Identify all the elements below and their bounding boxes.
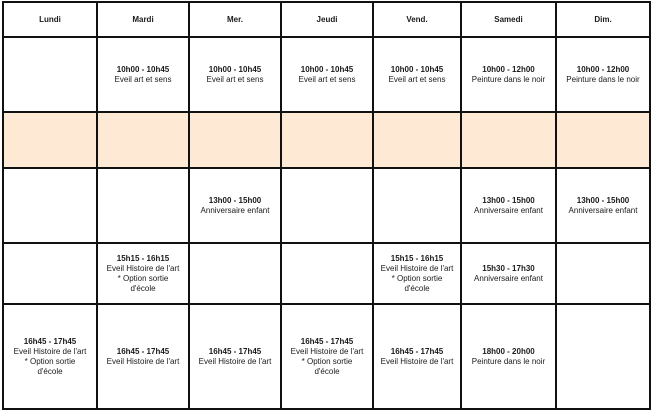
day-header-wednesday: Mer. xyxy=(189,2,281,37)
schedule-slot xyxy=(373,243,461,304)
schedule-slot xyxy=(97,37,189,112)
slot-activity: Anniversaire enfant xyxy=(474,274,543,283)
slot-time: 15h15 - 16h15 xyxy=(116,254,170,263)
empty-slot xyxy=(556,243,650,304)
slot-time: 10h00 - 10h45 xyxy=(208,65,262,74)
slot-note: d'école xyxy=(404,284,430,293)
empty-slot xyxy=(3,243,97,304)
day-header-sunday: Dim. xyxy=(556,2,650,37)
schedule-slot xyxy=(461,168,556,243)
schedule-row-break xyxy=(3,112,650,168)
slot-note: d'école xyxy=(314,367,340,376)
day-header-tuesday: Mardi xyxy=(97,2,189,37)
slot-time: 16h45 - 17h45 xyxy=(116,347,170,356)
empty-slot xyxy=(281,243,373,304)
slot-activity: Eveil Histoire de l'art xyxy=(380,357,454,366)
slot-activity: Eveil Histoire de l'art xyxy=(106,264,180,273)
slot-activity: Peinture dans le noir xyxy=(471,357,546,366)
slot-note: * Option sortie xyxy=(301,357,353,366)
slot-activity: Eveil art et sens xyxy=(388,75,446,84)
schedule-slot xyxy=(373,37,461,112)
schedule-slot xyxy=(556,37,650,112)
slot-note: * Option sortie xyxy=(24,357,76,366)
slot-note: d'école xyxy=(37,367,63,376)
slot-activity: Eveil Histoire de l'art xyxy=(290,347,364,356)
day-header-friday: Vend. xyxy=(373,2,461,37)
slot-time: 18h00 - 20h00 xyxy=(482,347,535,356)
slot-activity: Eveil Histoire de l'art xyxy=(380,264,454,273)
slot-time: 10h00 - 10h45 xyxy=(116,65,170,74)
slot-time: 16h45 - 17h45 xyxy=(390,347,444,356)
slot-time: 15h15 - 16h15 xyxy=(390,254,444,263)
empty-slot xyxy=(281,168,373,243)
schedule-slot xyxy=(556,168,650,243)
slot-activity: Anniversaire enfant xyxy=(200,206,270,215)
schedule-slot xyxy=(461,304,556,409)
slot-activity: Eveil art et sens xyxy=(206,75,264,84)
slot-activity: Eveil art et sens xyxy=(114,75,172,84)
slot-activity: Peinture dans le noir xyxy=(566,75,640,84)
schedule-slot xyxy=(461,37,556,112)
empty-slot xyxy=(97,168,189,243)
schedule-slot xyxy=(97,304,189,409)
break-slot xyxy=(97,112,189,168)
schedule-slot xyxy=(189,304,281,409)
slot-activity: Anniversaire enfant xyxy=(568,206,638,215)
break-slot xyxy=(281,112,373,168)
slot-activity: Eveil art et sens xyxy=(298,75,356,84)
slot-time: 10h00 - 12h00 xyxy=(576,65,630,74)
schedule-row-mid-afternoon xyxy=(3,243,650,304)
schedule-row-evening xyxy=(3,304,650,409)
schedule-row-morning xyxy=(3,37,650,112)
schedule-slot xyxy=(281,304,373,409)
slot-time: 13h00 - 15h00 xyxy=(482,196,535,205)
empty-slot xyxy=(373,168,461,243)
break-slot xyxy=(3,112,97,168)
break-slot xyxy=(461,112,556,168)
slot-activity: Eveil Histoire de l'art xyxy=(198,357,272,366)
slot-time: 10h00 - 10h45 xyxy=(300,65,354,74)
slot-time: 16h45 - 17h45 xyxy=(208,347,262,356)
slot-time: 16h45 - 17h45 xyxy=(23,337,77,346)
day-header-monday: Lundi xyxy=(3,2,97,37)
slot-note: d'école xyxy=(130,284,156,293)
slot-activity: Eveil Histoire de l'art xyxy=(106,357,180,366)
slot-time: 10h00 - 12h00 xyxy=(482,65,535,74)
schedule-slot xyxy=(189,168,281,243)
empty-slot xyxy=(3,37,97,112)
slot-time: 13h00 - 15h00 xyxy=(576,196,630,205)
slot-time: 15h30 - 17h30 xyxy=(482,264,535,273)
schedule-slot xyxy=(461,243,556,304)
slot-note: * Option sortie xyxy=(117,274,169,283)
slot-activity: Eveil Histoire de l'art xyxy=(13,347,87,356)
break-slot xyxy=(189,112,281,168)
schedule-slot xyxy=(189,37,281,112)
slot-time: 13h00 - 15h00 xyxy=(208,196,262,205)
break-slot xyxy=(556,112,650,168)
slot-note: * Option sortie xyxy=(391,274,443,283)
schedule-slot xyxy=(373,304,461,409)
slot-time: 10h00 - 10h45 xyxy=(390,65,444,74)
empty-slot xyxy=(556,304,650,409)
day-header-saturday: Samedi xyxy=(461,2,556,37)
schedule-row-early-afternoon xyxy=(3,168,650,243)
empty-slot xyxy=(189,243,281,304)
header-row xyxy=(3,2,650,37)
slot-time: 16h45 - 17h45 xyxy=(300,337,354,346)
day-header-thursday: Jeudi xyxy=(281,2,373,37)
slot-activity: Anniversaire enfant xyxy=(474,206,543,215)
slot-activity: Peinture dans le noir xyxy=(471,75,546,84)
empty-slot xyxy=(3,168,97,243)
schedule-slot xyxy=(281,37,373,112)
weekly-schedule-table xyxy=(2,1,651,410)
schedule-slot xyxy=(3,304,97,409)
break-slot xyxy=(373,112,461,168)
schedule-slot xyxy=(97,243,189,304)
